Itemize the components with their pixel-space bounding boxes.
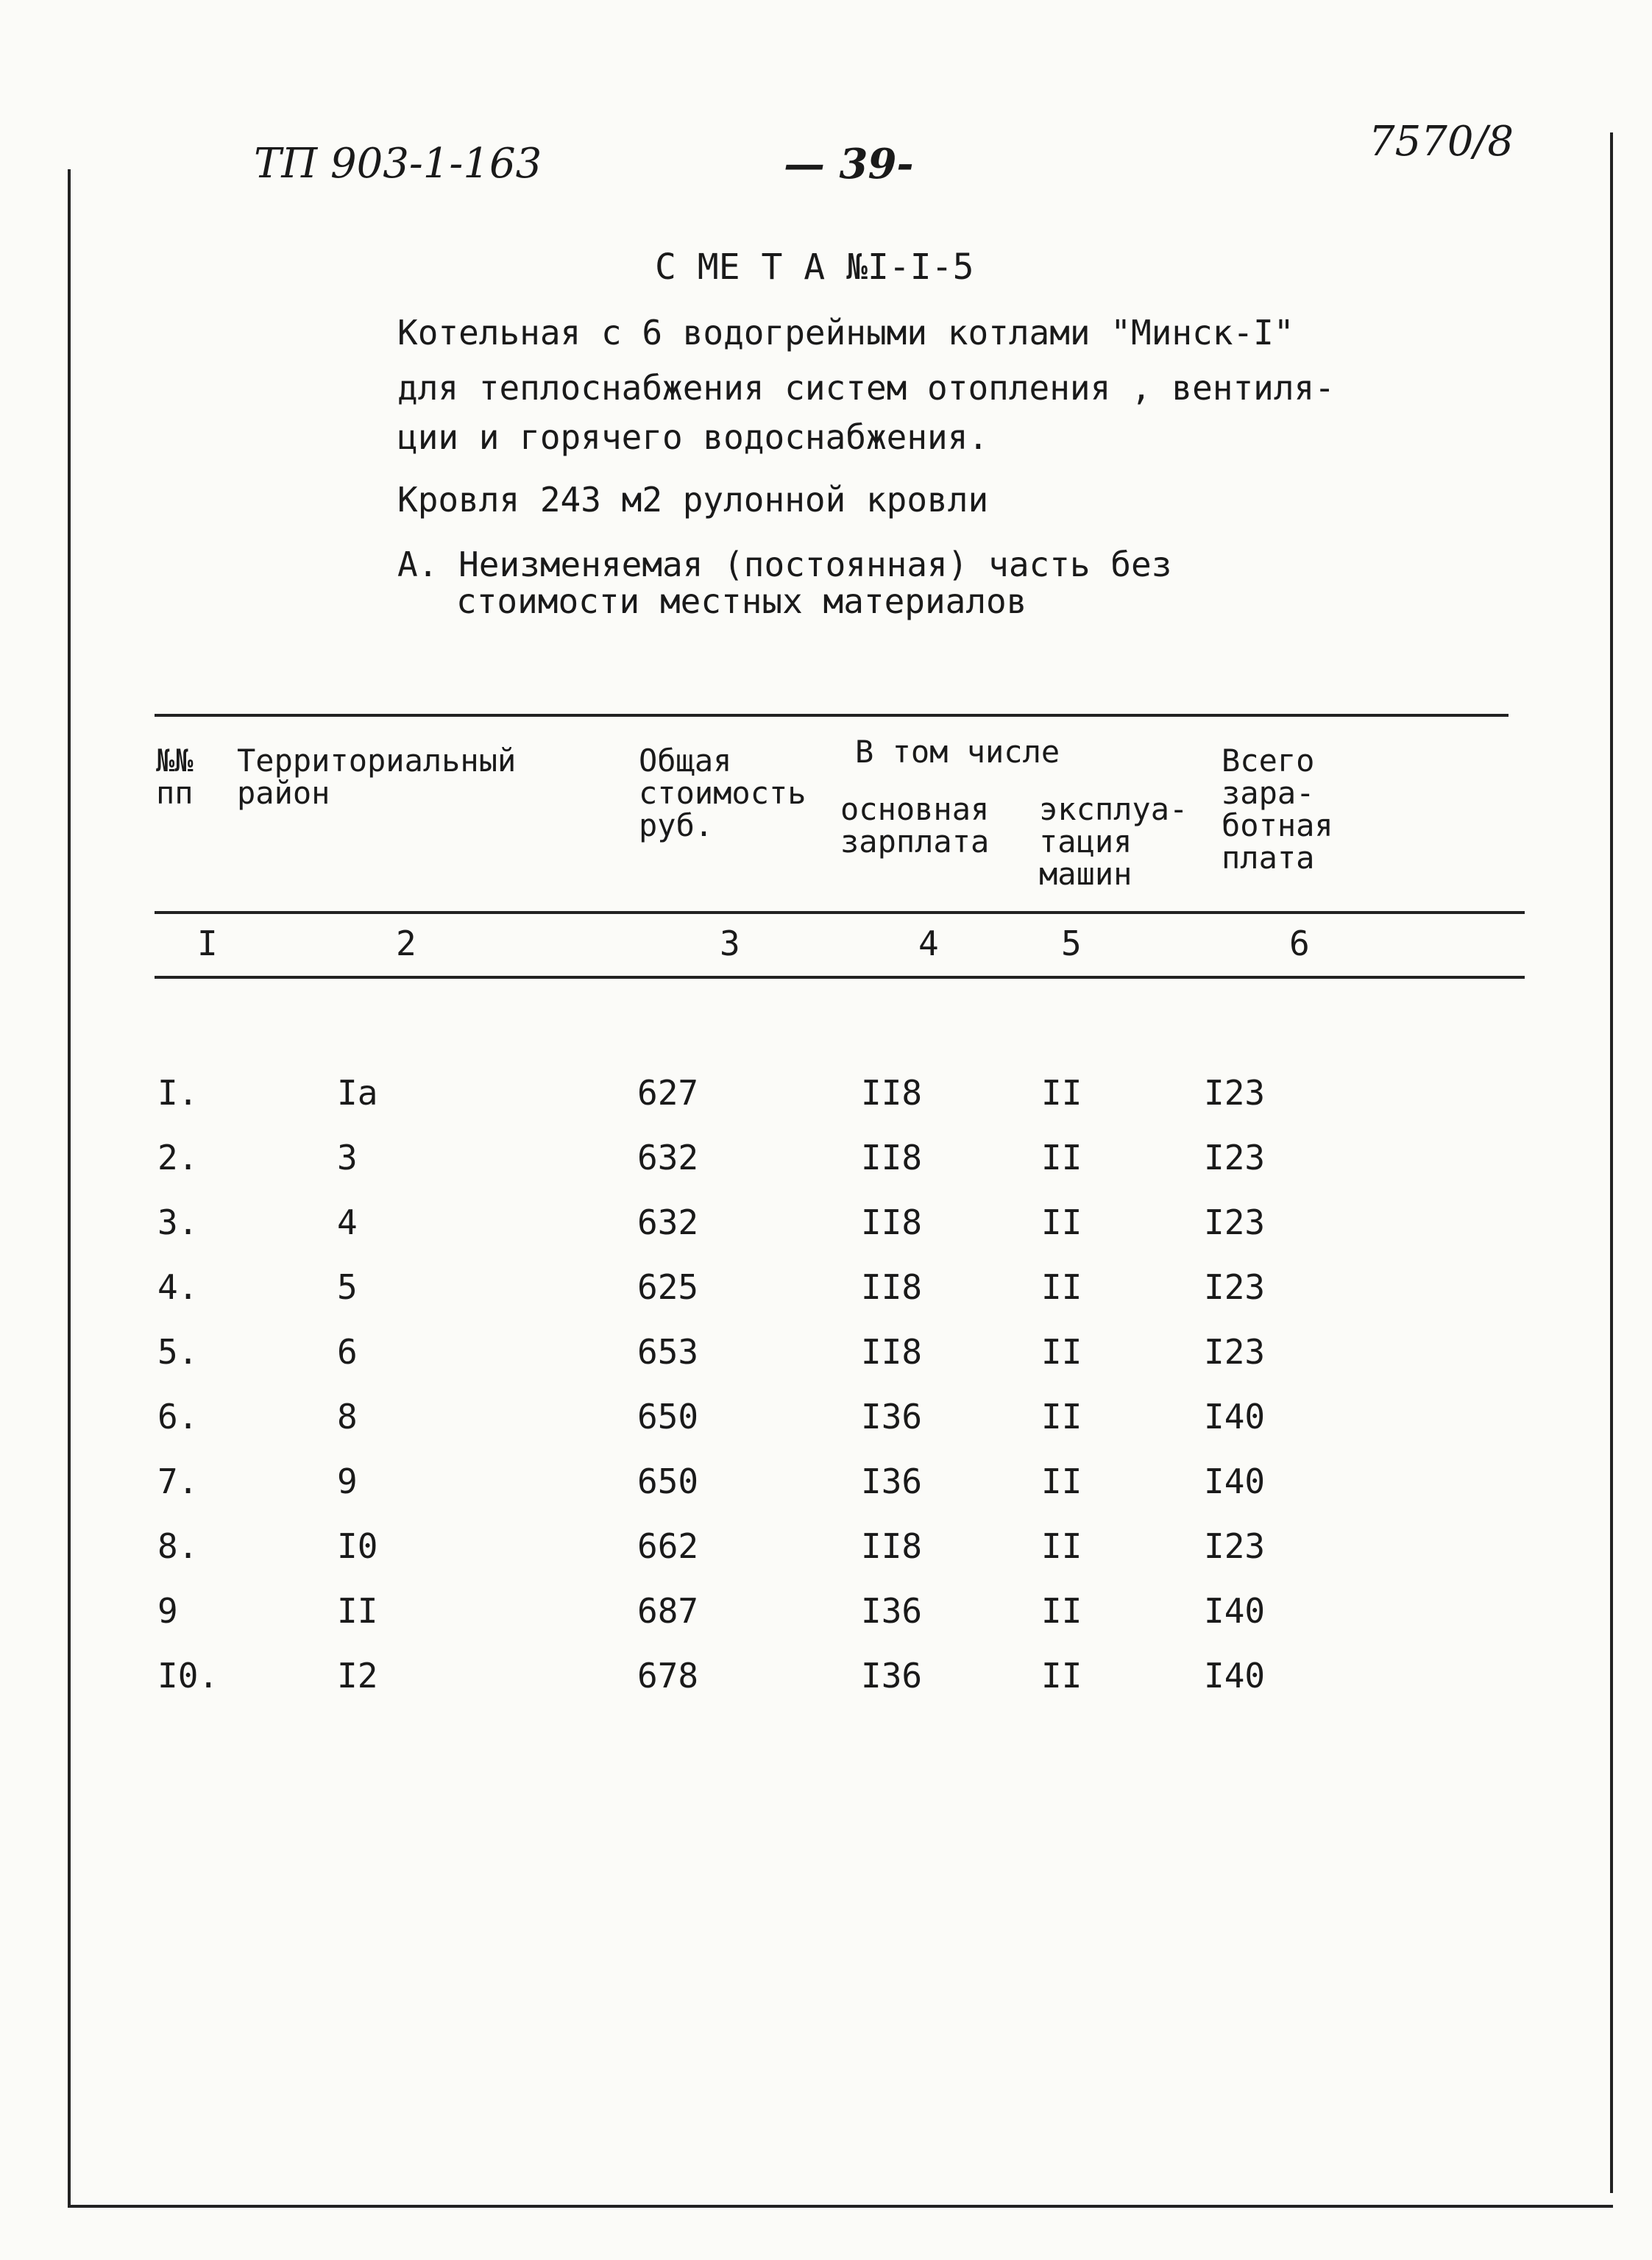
table-cell-total: 650 [637,1462,699,1501]
table-cell-region: 8 [337,1397,358,1437]
table-cell-region: 4 [337,1202,358,1242]
header-total-pay: Всего зара- ботная плата [1222,743,1333,876]
column-number: 4 [918,924,939,963]
table-cell-salary: I36 [861,1591,923,1631]
column-number: 5 [1061,924,1082,963]
table-cell-total: 687 [637,1591,699,1631]
table-cell-salary: II8 [861,1267,923,1307]
header-base-salary: основная зарплата [840,791,990,860]
table-cell-total: 632 [637,1138,699,1177]
table-cell-total: 632 [637,1202,699,1242]
page-frame-right [1610,132,1613,2193]
table-cell-n: 9 [157,1591,178,1631]
project-code: ТП 903-1-163 [254,140,542,188]
table-cell-salary: II8 [861,1332,923,1372]
document-title: С МЕ Т А №I-I-5 [655,247,974,288]
table-cell-machines: II [1041,1267,1082,1307]
table-cell-pay: I40 [1204,1397,1266,1437]
table-cell-n: 8. [157,1526,199,1566]
page-number: — 39- [784,140,914,188]
table-cell-n: I. [157,1073,199,1113]
roof-description: Кровля 243 м2 рулонной кровли [397,480,989,520]
table-cell-machines: II [1041,1656,1082,1696]
table-cell-salary: I36 [861,1397,923,1437]
column-number: 6 [1289,924,1310,963]
table-cell-machines: II [1041,1073,1082,1113]
table-cell-salary: II8 [861,1138,923,1177]
table-cell-n: 7. [157,1462,199,1501]
column-number: 3 [720,924,740,963]
archive-number: 7570/8 [1369,118,1514,166]
table-cell-salary: I36 [861,1656,923,1696]
table-cell-region: II [337,1591,378,1631]
description-line-3: ции и горячего водоснабжения. [397,417,989,457]
table-cell-machines: II [1041,1397,1082,1437]
table-cell-machines: II [1041,1526,1082,1566]
column-number: 2 [396,924,416,963]
table-cell-n: 6. [157,1397,199,1437]
table-cell-region: 3 [337,1138,358,1177]
table-cell-region: I2 [337,1656,378,1696]
table-cell-machines: II [1041,1332,1082,1372]
table-cell-pay: I23 [1204,1073,1266,1113]
section-heading-line-2: стоимости местных материалов [456,581,1027,621]
header-including-group: В том числе [855,734,1060,770]
table-cell-total: 627 [637,1073,699,1113]
table-cell-salary: I36 [861,1462,923,1501]
table-cell-n: 5. [157,1332,199,1372]
table-top-rule [155,714,1509,717]
table-cell-pay: I23 [1204,1267,1266,1307]
table-cell-total: 653 [637,1332,699,1372]
table-cell-n: 4. [157,1267,199,1307]
table-cell-region: Iа [337,1073,378,1113]
page-frame-left [68,169,71,2208]
table-cell-machines: II [1041,1138,1082,1177]
description-line-2: для теплоснабжения систем отопления , вентиля- [397,368,1335,408]
header-num: №№ пп [156,743,194,811]
header-machine-operation: эксплуа- тация машин [1039,791,1188,892]
page-frame-bottom [68,2205,1613,2208]
table-cell-n: I0. [157,1656,219,1696]
table-cell-pay: I23 [1204,1138,1266,1177]
table-cell-pay: I23 [1204,1526,1266,1566]
table-cell-pay: I40 [1204,1462,1266,1501]
description-line-1: Котельная с 6 водогрейными котлами "Минск-I" [397,313,1294,353]
table-cell-salary: II8 [861,1202,923,1242]
header-total-cost: Общая стоимость руб. [639,743,806,843]
table-cell-total: 678 [637,1656,699,1696]
table-cell-pay: I40 [1204,1591,1266,1631]
header-bottom-rule [155,911,1525,914]
table-cell-machines: II [1041,1462,1082,1501]
table-cell-region: I0 [337,1526,378,1566]
section-heading-line-1: А. Неизменяемая (постоянная) часть без [397,545,1172,584]
table-cell-machines: II [1041,1202,1082,1242]
table-cell-machines: II [1041,1591,1082,1631]
table-cell-region: 5 [337,1267,358,1307]
column-number-rule [155,976,1525,979]
table-cell-salary: II8 [861,1073,923,1113]
header-region: Территориальный район [237,743,517,811]
table-cell-n: 3. [157,1202,199,1242]
table-cell-total: 650 [637,1397,699,1437]
table-cell-total: 625 [637,1267,699,1307]
column-number: I [197,924,218,963]
table-cell-pay: I40 [1204,1656,1266,1696]
table-cell-salary: II8 [861,1526,923,1566]
table-cell-n: 2. [157,1138,199,1177]
table-cell-pay: I23 [1204,1202,1266,1242]
table-cell-total: 662 [637,1526,699,1566]
table-cell-pay: I23 [1204,1332,1266,1372]
table-cell-region: 9 [337,1462,358,1501]
table-cell-region: 6 [337,1332,358,1372]
